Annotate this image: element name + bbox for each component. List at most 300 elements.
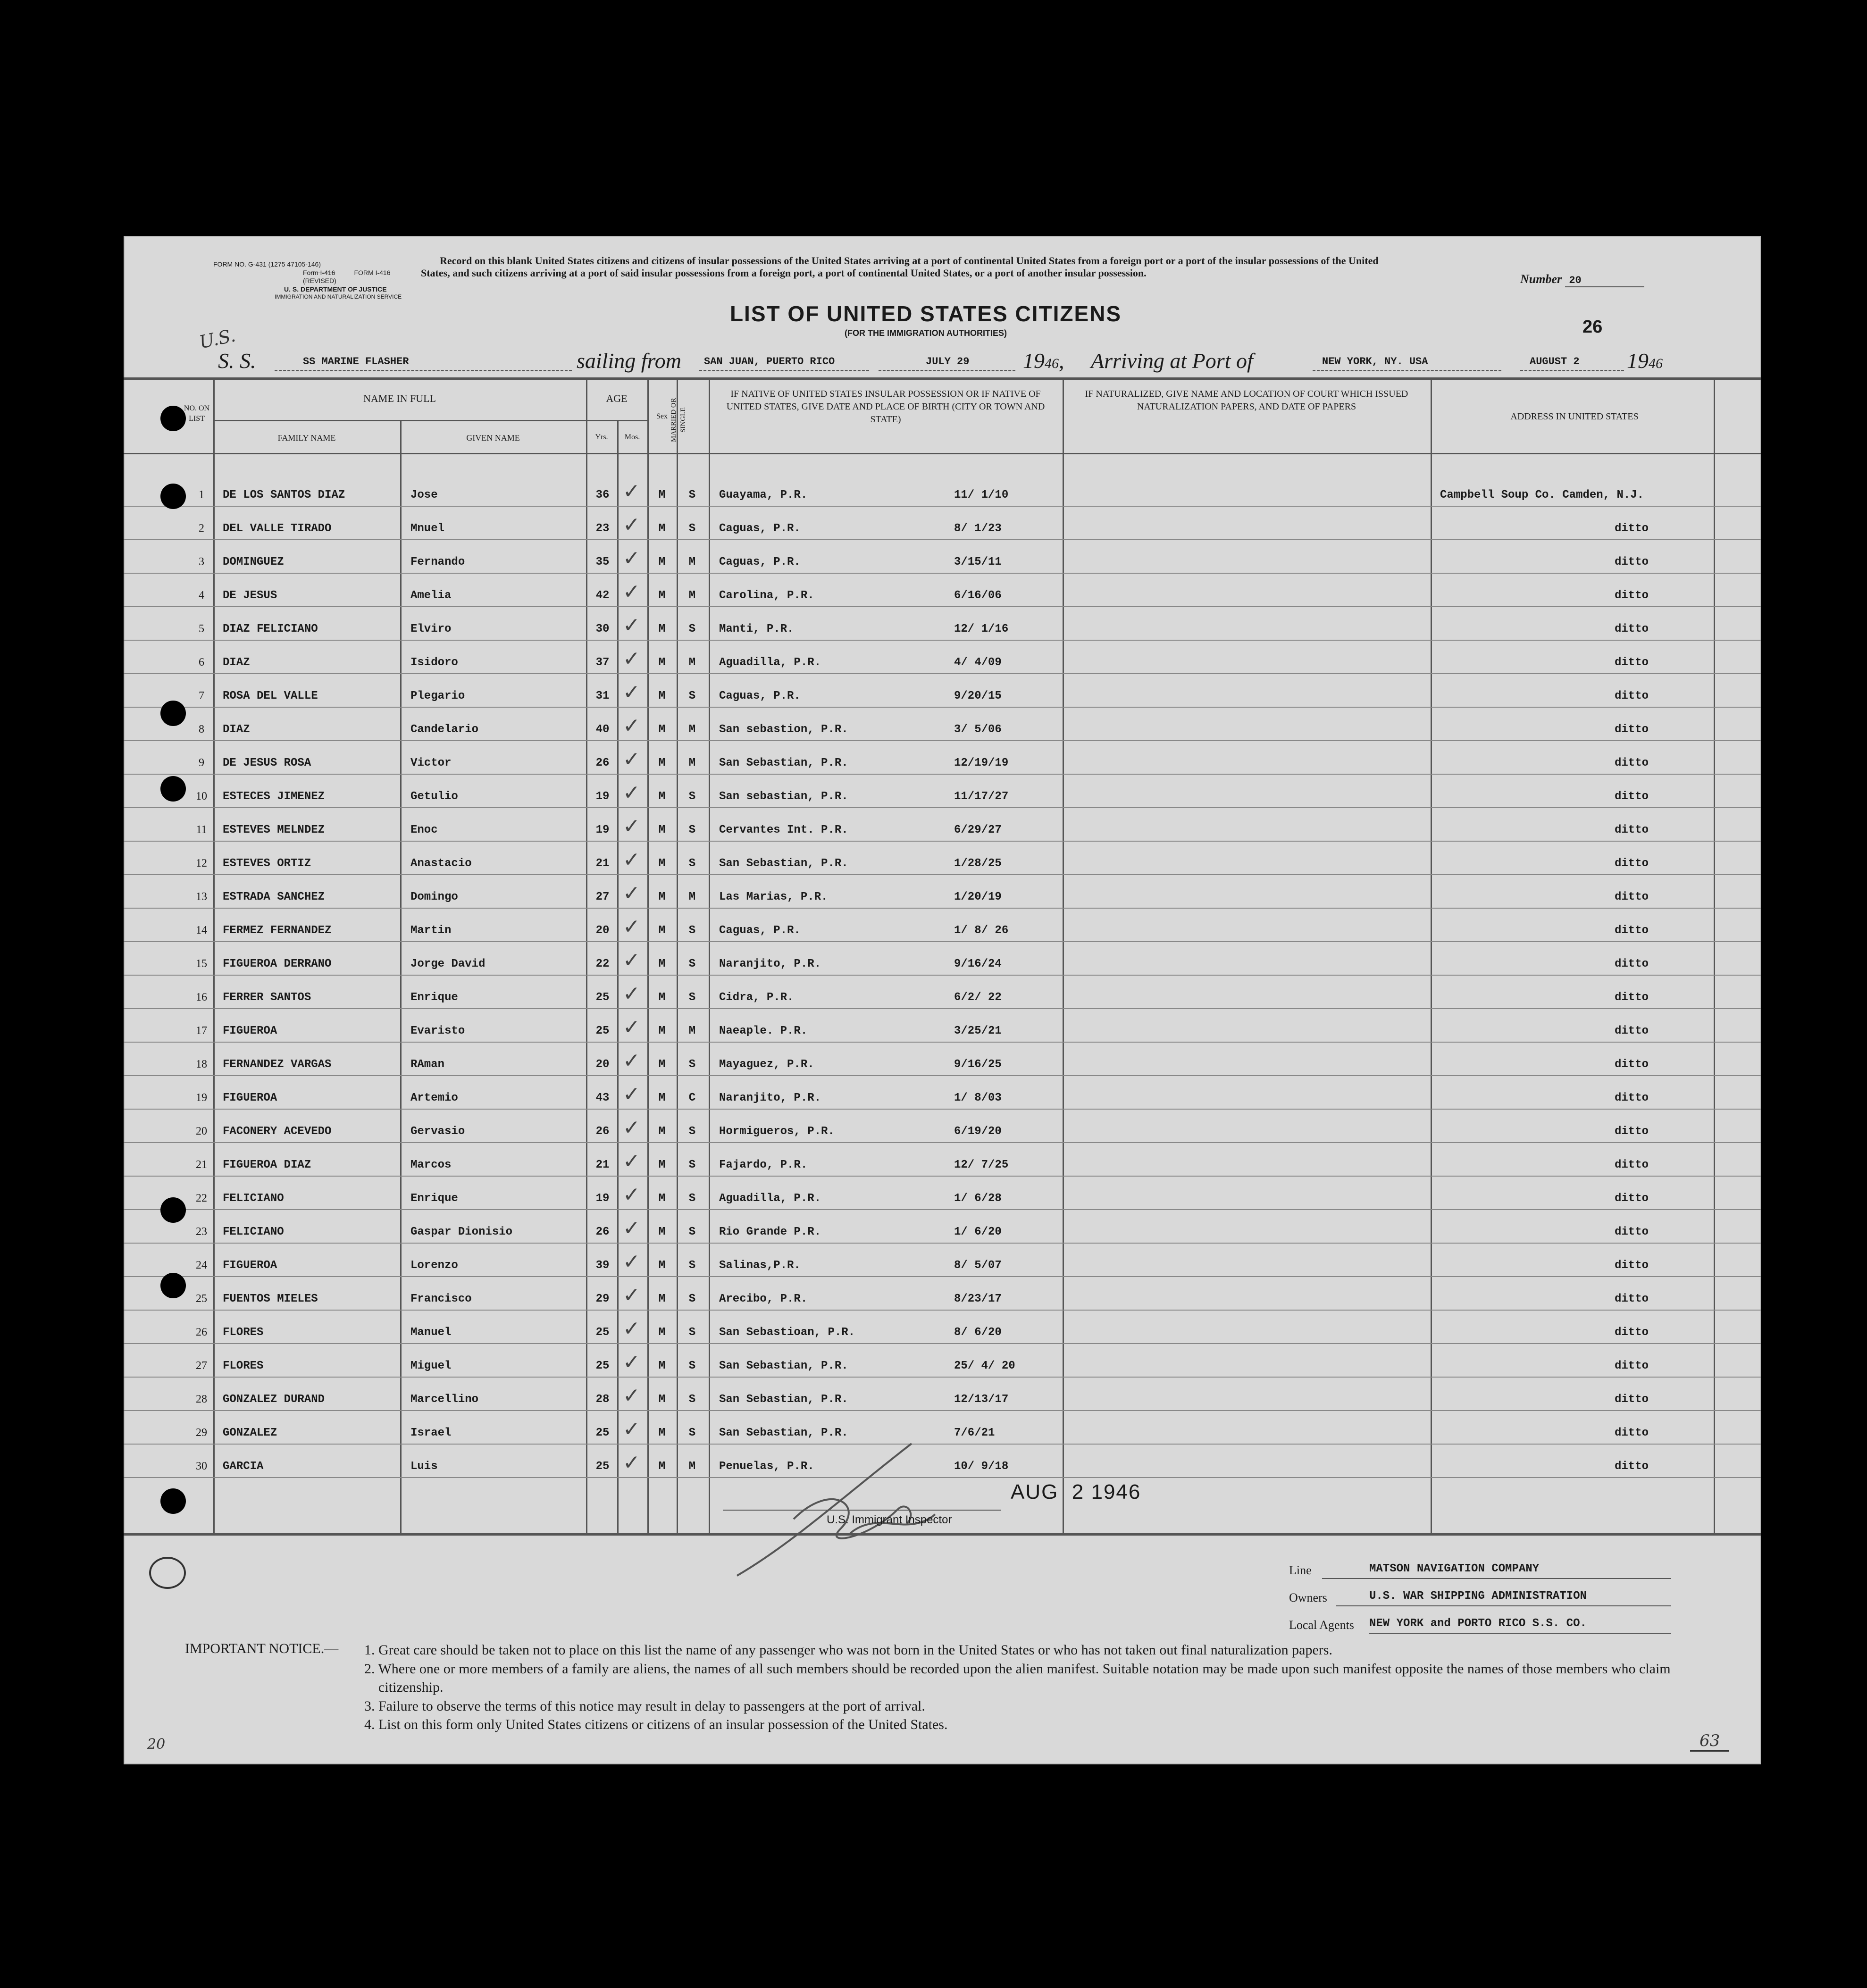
col-birth: IF NATIVE OF UNITED STATES INSULAR POSSESSION OR IF NATIVE OF UNITED STATES, GIVE DATE AND PLACE OF BIRTH (CITY OR TOWN AND STATE)	[726, 389, 1045, 425]
row-marital-status: M	[688, 1025, 696, 1037]
arrival-year	[1627, 348, 1663, 373]
row-no: 20	[196, 1125, 207, 1137]
row-age-yrs: 35	[595, 556, 610, 568]
row-given-name: Enrique	[410, 991, 458, 1004]
row-given-name: Miguel	[410, 1360, 452, 1372]
row-address: ditto	[1615, 656, 1649, 669]
row-birth-date: 6/16/06	[954, 589, 1002, 602]
row-age-yrs: 26	[595, 1226, 610, 1238]
row-birth-place: Las Marias, P.R.	[719, 891, 828, 903]
row-birth-place: Penuelas, P.R.	[719, 1460, 814, 1473]
row-sex: M	[658, 522, 666, 535]
row-no: 28	[196, 1393, 207, 1405]
row-birth-place: Arecibo, P.R.	[719, 1293, 808, 1305]
circled-mark	[149, 1557, 186, 1589]
row-no: 23	[196, 1226, 207, 1238]
notice-item-3: 3. Failure to observe the terms of this notice may result in delay to passengers at the port of arrival.	[364, 1698, 925, 1714]
punch-hole	[160, 1488, 186, 1514]
check-mark-icon: ✓	[623, 479, 640, 503]
row-sex: M	[658, 1125, 666, 1138]
owners-label: Owners	[1289, 1591, 1327, 1604]
page-number: 26	[1582, 317, 1603, 337]
row-sex: M	[658, 891, 666, 903]
row-address: ditto	[1615, 1460, 1649, 1473]
row-birth-date: 11/ 1/10	[954, 489, 1009, 501]
row-marital-status: S	[688, 857, 696, 870]
row-birth-place: Aguadilla, P.R.	[719, 1192, 821, 1205]
line-label: Line	[1289, 1563, 1312, 1577]
inspector-label: U.S. Immigrant Inspector	[827, 1513, 952, 1526]
row-birth-date: 12/19/19	[954, 757, 1009, 769]
row-birth-place: Mayaguez, P.R.	[719, 1058, 814, 1071]
arriving-label: Arriving at Port of	[1091, 349, 1253, 373]
row-birth-place: San Sebastioan, P.R.	[719, 1326, 855, 1339]
row-family-name: GONZALEZ DURAND	[223, 1393, 325, 1406]
col-naturalized: IF NATURALIZED, GIVE NAME AND LOCATION OF COURT WHICH ISSUED NATURALIZATION PAPERS, AND DATE OF PAPERS	[1085, 389, 1408, 412]
col-family-name: FAMILY NAME	[277, 433, 336, 443]
row-marital-status: M	[688, 723, 696, 736]
row-address: ditto	[1615, 556, 1649, 568]
check-mark-icon: ✓	[623, 1451, 640, 1475]
row-address: ditto	[1615, 757, 1649, 769]
row-birth-date: 9/16/24	[954, 958, 1002, 970]
col-name-in-full: NAME IN FULL	[363, 393, 436, 404]
number-value: 20	[1565, 275, 1644, 287]
row-given-name: Gaspar Dionisio	[410, 1226, 513, 1238]
notice-item-4: 4. List on this form only United States citizens or citizens of an insular possession of the United States.	[364, 1717, 948, 1733]
row-family-name: DOMINGUEZ	[223, 556, 284, 568]
row-address: Campbell Soup Co. Camden, N.J.	[1440, 489, 1644, 501]
row-address: ditto	[1615, 924, 1649, 937]
row-birth-place: Hormigueros, P.R.	[719, 1125, 835, 1138]
form-ref-right: FORM I-416	[354, 268, 391, 276]
col-mos: Mos.	[624, 433, 640, 441]
row-age-yrs: 25	[595, 1360, 610, 1372]
row-given-name: Victor	[410, 757, 452, 769]
row-birth-place: San Sebastian, P.R.	[719, 1393, 848, 1406]
punch-hole	[160, 484, 186, 509]
row-birth-date: 1/ 8/03	[954, 1092, 1002, 1104]
row-address: ditto	[1615, 1360, 1649, 1372]
row-age-yrs: 26	[595, 1125, 610, 1138]
check-mark-icon: ✓	[623, 1116, 640, 1140]
row-family-name: FIGUEROA	[223, 1259, 277, 1272]
row-family-name: FELICIANO	[223, 1192, 284, 1205]
row-birth-place: San Sebastian, P.R.	[719, 757, 848, 769]
row-address: ditto	[1615, 1293, 1649, 1305]
row-sex: M	[658, 1192, 666, 1205]
check-mark-icon: ✓	[623, 848, 640, 872]
row-age-yrs: 30	[595, 623, 610, 635]
row-marital-status: S	[688, 824, 696, 836]
row-address: ditto	[1615, 1159, 1649, 1171]
row-age-yrs: 36	[595, 489, 610, 501]
row-birth-place: Naeaple. P.R.	[719, 1025, 808, 1037]
check-mark-icon: ✓	[623, 1250, 640, 1274]
row-sex: M	[658, 1159, 666, 1171]
row-address: ditto	[1615, 1125, 1649, 1138]
row-birth-place: San sebastion, P.R.	[719, 723, 848, 736]
row-given-name: Anastacio	[410, 857, 472, 870]
row-birth-date: 3/ 5/06	[954, 723, 1002, 736]
row-sex: M	[658, 723, 666, 736]
row-no: 16	[196, 991, 207, 1003]
row-family-name: FERRER SANTOS	[223, 991, 311, 1004]
punch-hole	[160, 701, 186, 726]
notice-item-2: 2. Where one or more members of a family are aliens, the names of all such members should be recorded upon the alien manifest. Suitable notation may be made upon such manifest opposite the names of those members who claim citizenship.	[364, 1661, 1671, 1696]
row-family-name: ESTECES JIMENEZ	[223, 790, 325, 803]
row-birth-date: 11/17/27	[954, 790, 1009, 803]
row-birth-date: 9/20/15	[954, 690, 1002, 702]
row-family-name: DIAZ	[223, 656, 250, 669]
row-marital-status: S	[688, 1226, 696, 1238]
row-family-name: ROSA DEL VALLE	[223, 690, 318, 702]
row-sex: M	[658, 1427, 666, 1439]
corner-left-mark: 20	[147, 1736, 166, 1753]
row-age-yrs: 21	[595, 1159, 610, 1171]
row-address: ditto	[1615, 1092, 1649, 1104]
check-mark-icon: ✓	[623, 513, 640, 537]
row-given-name: Fernando	[410, 556, 465, 568]
row-no: 24	[196, 1259, 207, 1271]
row-family-name: FERNANDEZ VARGAS	[223, 1058, 332, 1071]
row-birth-date: 12/ 1/16	[954, 623, 1009, 635]
row-given-name: Manuel	[410, 1326, 452, 1339]
row-birth-date: 7/6/21	[954, 1427, 995, 1439]
row-sex: M	[658, 757, 666, 769]
row-address: ditto	[1615, 623, 1649, 635]
row-sex: M	[658, 790, 666, 803]
sail-year-prefix: 19	[1023, 349, 1045, 373]
sail-date: JULY 29	[926, 356, 970, 368]
row-birth-date: 8/23/17	[954, 1293, 1002, 1305]
agents-label: Local Agents	[1289, 1618, 1354, 1632]
row-address: ditto	[1615, 790, 1649, 803]
row-address: ditto	[1615, 522, 1649, 535]
row-birth-date: 1/28/25	[954, 857, 1002, 870]
row-address: ditto	[1615, 1326, 1649, 1339]
row-given-name: Enoc	[410, 824, 438, 836]
row-birth-date: 1/ 6/20	[954, 1226, 1002, 1238]
row-sex: M	[658, 656, 666, 669]
form-revised: (REVISED)	[303, 277, 336, 284]
arrival-date: AUGUST 2	[1530, 356, 1580, 368]
row-address: ditto	[1615, 1427, 1649, 1439]
arrival-year-prefix: 19	[1627, 349, 1649, 373]
punch-hole	[160, 1273, 186, 1298]
row-given-name: Lorenzo	[410, 1259, 458, 1272]
row-birth-date: 8/ 5/07	[954, 1259, 1002, 1272]
row-age-yrs: 23	[595, 522, 610, 535]
row-sex: M	[658, 1058, 666, 1071]
row-marital-status: S	[688, 1125, 696, 1138]
row-given-name: Jorge David	[410, 958, 486, 970]
row-family-name: GARCIA	[223, 1460, 264, 1473]
row-birth-date: 4/ 4/09	[954, 656, 1002, 669]
row-birth-place: Caguas, P.R.	[719, 690, 801, 702]
row-no: 8	[199, 723, 204, 735]
check-mark-icon: ✓	[623, 1216, 640, 1240]
row-age-yrs: 25	[595, 1326, 610, 1339]
row-age-yrs: 26	[595, 757, 610, 769]
check-mark-icon: ✓	[623, 613, 640, 637]
row-marital-status: S	[688, 1192, 696, 1205]
arrival-port: NEW YORK, NY. USA	[1322, 356, 1428, 368]
row-birth-date: 6/19/20	[954, 1125, 1002, 1138]
row-age-yrs: 43	[595, 1092, 610, 1104]
check-mark-icon: ✓	[623, 982, 640, 1006]
row-age-yrs: 19	[595, 790, 610, 803]
row-family-name: DIAZ	[223, 723, 250, 736]
row-given-name: Evaristo	[410, 1025, 465, 1037]
row-age-yrs: 40	[595, 723, 610, 736]
notice-heading: IMPORTANT NOTICE.—	[185, 1641, 339, 1656]
row-no: 4	[199, 589, 204, 601]
row-no: 18	[196, 1058, 207, 1070]
row-birth-place: Rio Grande P.R.	[719, 1226, 821, 1238]
row-marital-status: S	[688, 1058, 696, 1071]
row-marital-status: S	[688, 489, 696, 501]
row-family-name: FIGUEROA	[223, 1092, 277, 1104]
row-given-name: Mnuel	[410, 522, 445, 535]
agents-value: NEW YORK and PORTO RICO S.S. CO.	[1369, 1617, 1587, 1630]
row-marital-status: S	[688, 1159, 696, 1171]
row-sex: M	[658, 1326, 666, 1339]
check-mark-icon: ✓	[623, 1015, 640, 1039]
row-birth-place: Cervantes Int. P.R.	[719, 824, 848, 836]
row-birth-date: 9/16/25	[954, 1058, 1002, 1071]
row-family-name: FIGUEROA DIAZ	[223, 1159, 311, 1171]
row-birth-place: Caguas, P.R.	[719, 924, 801, 937]
row-given-name: Getulio	[410, 790, 458, 803]
row-address: ditto	[1615, 1226, 1649, 1238]
row-no: 29	[196, 1427, 207, 1439]
check-mark-icon: ✓	[623, 1317, 640, 1341]
row-address: ditto	[1615, 589, 1649, 602]
row-birth-place: San Sebastian, P.R.	[719, 1427, 848, 1439]
row-birth-date: 12/ 7/25	[954, 1159, 1009, 1171]
row-birth-date: 1/20/19	[954, 891, 1002, 903]
row-age-yrs: 25	[595, 1460, 610, 1473]
row-family-name: FIGUEROA	[223, 1025, 277, 1037]
row-address: ditto	[1615, 824, 1649, 836]
row-birth-place: Naranjito, P.R.	[719, 958, 821, 970]
row-given-name: Luis	[410, 1460, 438, 1473]
punch-hole	[160, 406, 186, 431]
preamble: Record on this blank United States citizens and citizens of insular possessions of the United States arriving at a port of continental United States from a foreign port or a port of the insular possessions of the United States, and such citizens arriving at a port of said insular possessions from a foreign port, a port of continental United States, or a port of another insular possession.	[421, 255, 1379, 279]
row-sex: M	[658, 1393, 666, 1406]
row-marital-status: S	[688, 1427, 696, 1439]
row-marital-status: S	[688, 690, 696, 702]
row-no: 5	[199, 623, 204, 635]
from-port: SAN JUAN, PUERTO RICO	[704, 356, 835, 368]
notice-body	[364, 1641, 1681, 1734]
row-address: ditto	[1615, 1393, 1649, 1406]
row-no: 21	[196, 1159, 207, 1171]
row-family-name: DE JESUS ROSA	[223, 757, 311, 769]
row-sex: M	[658, 1226, 666, 1238]
check-mark-icon: ✓	[623, 1183, 640, 1207]
row-family-name: ESTEVES MELNDEZ	[223, 824, 325, 836]
row-no: 25	[196, 1293, 207, 1305]
row-address: ditto	[1615, 958, 1649, 970]
check-mark-icon: ✓	[623, 546, 640, 570]
row-address: ditto	[1615, 1058, 1649, 1071]
row-age-yrs: 28	[595, 1393, 610, 1406]
row-age-yrs: 20	[595, 1058, 610, 1071]
row-age-yrs: 27	[595, 891, 610, 903]
row-marital-status: M	[688, 1460, 696, 1473]
row-sex: M	[658, 991, 666, 1004]
row-marital-status: S	[688, 1293, 696, 1305]
row-age-yrs: 25	[595, 1427, 610, 1439]
row-given-name: Israel	[410, 1427, 452, 1439]
row-family-name: FLORES	[223, 1326, 264, 1339]
form-ref: Form I-416	[303, 268, 335, 276]
us-mark: U.S.	[197, 325, 238, 353]
ss-label: S. S.	[218, 349, 256, 373]
row-sex: M	[658, 1293, 666, 1305]
row-given-name: Marcellino	[410, 1393, 479, 1406]
col-address: ADDRESS IN UNITED STATES	[1510, 411, 1639, 422]
notice-item-1: 1. Great care should be taken not to place on this list the name of any passenger who was not born in the United States or who has not taken out final naturalization papers.	[364, 1642, 1332, 1658]
row-birth-place: Manti, P.R.	[719, 623, 794, 635]
form-number: FORM NO. G-431 (1275 47105-146)	[213, 260, 321, 268]
row-given-name: Amelia	[410, 589, 452, 602]
row-age-yrs: 19	[595, 824, 610, 836]
row-no: 10	[196, 790, 207, 802]
row-family-name: DEL VALLE TIRADO	[223, 522, 332, 535]
col-age: AGE	[606, 393, 628, 404]
punch-hole	[160, 776, 186, 802]
row-family-name: ESTRADA SANCHEZ	[223, 891, 325, 903]
row-sex: M	[658, 556, 666, 568]
row-no: 6	[199, 656, 204, 668]
row-given-name: Marcos	[410, 1159, 452, 1171]
row-age-yrs: 37	[595, 656, 610, 669]
row-birth-date: 25/ 4/ 20	[954, 1360, 1015, 1372]
row-marital-status: M	[688, 656, 696, 669]
row-given-name: Artemio	[410, 1092, 458, 1104]
row-no: 14	[196, 924, 207, 936]
row-birth-place: Carolina, P.R.	[719, 589, 814, 602]
number-label: Number	[1520, 272, 1562, 286]
row-no: 7	[199, 690, 204, 702]
number-field	[1520, 272, 1644, 287]
row-birth-place: Caguas, P.R.	[719, 556, 801, 568]
row-family-name: DE LOS SANTOS DIAZ	[223, 489, 345, 501]
row-marital-status: C	[688, 1092, 696, 1104]
row-birth-date: 6/29/27	[954, 824, 1002, 836]
row-marital-status: S	[688, 958, 696, 970]
row-birth-date: 12/13/17	[954, 1393, 1009, 1406]
row-sex: M	[658, 489, 666, 501]
check-mark-icon: ✓	[623, 647, 640, 671]
row-age-yrs: 39	[595, 1259, 610, 1272]
row-no: 11	[196, 824, 207, 836]
row-family-name: FERMEZ FERNANDEZ	[223, 924, 332, 937]
row-birth-place: Cidra, P.R.	[719, 991, 794, 1004]
check-mark-icon: ✓	[623, 1417, 640, 1441]
row-marital-status: M	[688, 891, 696, 903]
row-given-name: Martin	[410, 924, 452, 937]
row-given-name: Elviro	[410, 623, 452, 635]
row-given-name: Gervasio	[410, 1125, 465, 1138]
check-mark-icon: ✓	[623, 714, 640, 738]
row-address: ditto	[1615, 1192, 1649, 1205]
check-mark-icon: ✓	[623, 814, 640, 838]
row-family-name: FIGUEROA DERRANO	[223, 958, 332, 970]
row-address: ditto	[1615, 690, 1649, 702]
corner-right-mark: 63	[1690, 1731, 1729, 1752]
row-birth-date: 3/25/21	[954, 1025, 1002, 1037]
row-address: ditto	[1615, 1259, 1649, 1272]
row-birth-date: 1/ 6/28	[954, 1192, 1002, 1205]
row-given-name: Domingo	[410, 891, 458, 903]
row-no: 9	[199, 757, 204, 769]
row-given-name: RAman	[410, 1058, 445, 1071]
row-given-name: Francisco	[410, 1293, 472, 1305]
row-no: 2	[199, 522, 204, 535]
check-mark-icon: ✓	[623, 1350, 640, 1374]
row-age-yrs: 21	[595, 857, 610, 870]
row-sex: M	[658, 1360, 666, 1372]
row-marital-status: S	[688, 1393, 696, 1406]
check-mark-icon: ✓	[623, 915, 640, 939]
col-yrs: Yrs.	[595, 433, 608, 441]
row-marital-status: S	[688, 991, 696, 1004]
row-age-yrs: 19	[595, 1192, 610, 1205]
check-mark-icon: ✓	[623, 680, 640, 704]
inspection-stamp-date: AUG 2 1946	[1011, 1480, 1141, 1504]
row-no: 15	[196, 958, 207, 970]
row-no: 30	[196, 1460, 207, 1472]
row-family-name: FLORES	[223, 1360, 264, 1372]
row-address: ditto	[1615, 891, 1649, 903]
col-given-name: GIVEN NAME	[466, 433, 520, 443]
row-age-yrs: 42	[595, 589, 610, 602]
row-birth-date: 8/ 1/23	[954, 522, 1002, 535]
check-mark-icon: ✓	[623, 580, 640, 604]
row-age-yrs: 25	[595, 991, 610, 1004]
row-birth-place: San sebastian, P.R.	[719, 790, 848, 803]
punch-hole	[160, 1197, 186, 1223]
row-marital-status: S	[688, 623, 696, 635]
row-sex: M	[658, 1025, 666, 1037]
sailing-label: sailing from	[577, 349, 681, 373]
row-address: ditto	[1615, 991, 1649, 1004]
row-address: ditto	[1615, 857, 1649, 870]
row-marital-status: S	[688, 924, 696, 937]
row-no: 27	[196, 1360, 207, 1372]
row-no: 26	[196, 1326, 207, 1338]
row-address: ditto	[1615, 1025, 1649, 1037]
page-title: LIST OF UNITED STATES CITIZENS	[729, 301, 1122, 326]
row-sex: M	[658, 623, 666, 635]
row-sex: M	[658, 924, 666, 937]
row-no: 22	[196, 1192, 207, 1204]
department: U. S. DEPARTMENT OF JUSTICE	[284, 285, 387, 293]
check-mark-icon: ✓	[623, 1283, 640, 1307]
check-mark-icon: ✓	[623, 781, 640, 805]
check-mark-icon: ✓	[623, 1049, 640, 1073]
row-sex: M	[658, 824, 666, 836]
row-family-name: DIAZ FELICIANO	[223, 623, 318, 635]
row-given-name: Jose	[410, 489, 438, 501]
row-family-name: FACONERY ACEVEDO	[223, 1125, 332, 1138]
row-birth-place: Naranjito, P.R.	[719, 1092, 821, 1104]
row-birth-date: 3/15/11	[954, 556, 1002, 568]
